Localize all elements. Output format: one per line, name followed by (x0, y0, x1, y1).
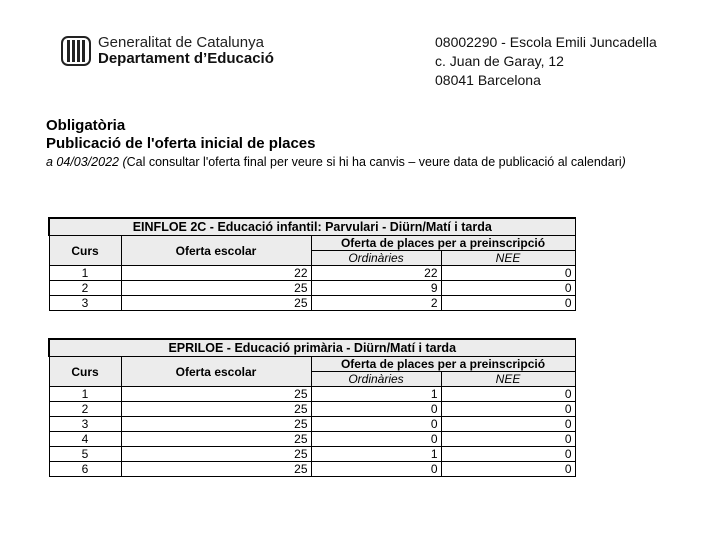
cell-curs: 6 (49, 462, 121, 477)
heading-level: Obligatòria (46, 117, 126, 134)
school-code-name: 08002290 - Escola Emili Juncadella (435, 34, 657, 50)
offer-table-infantil (48, 217, 576, 311)
cell-oferta: 25 (121, 296, 311, 311)
cell-curs: 2 (49, 281, 121, 296)
cell-curs: 1 (49, 266, 121, 281)
generalitat-logo-icon (61, 36, 91, 66)
col-header-curs: Curs (49, 357, 121, 387)
cell-curs: 5 (49, 447, 121, 462)
table-row (49, 402, 575, 417)
cell-ordinaries: 0 (311, 432, 441, 447)
cell-ordinaries: 22 (311, 266, 441, 281)
cell-curs: 1 (49, 387, 121, 402)
school-address (435, 33, 657, 90)
page-heading (46, 117, 316, 153)
cell-oferta: 25 (121, 281, 311, 296)
col-header-nee: NEE (441, 251, 575, 266)
cell-nee: 0 (441, 417, 575, 432)
org-line-1: Generalitat de Catalunya (98, 34, 264, 51)
col-header-curs: Curs (49, 236, 121, 266)
table-title: EINFLOE 2C - Educació infantil: Parvulari - Diürn/Matí i tarda (49, 218, 575, 236)
cell-ordinaries: 2 (311, 296, 441, 311)
heading-title: Publicació de l'oferta inicial de places (46, 135, 316, 152)
table-row (49, 281, 575, 296)
cell-oferta: 25 (121, 462, 311, 477)
cell-curs: 3 (49, 417, 121, 432)
cell-ordinaries: 1 (311, 387, 441, 402)
col-header-ordinaries: Ordinàries (311, 372, 441, 387)
cell-ordinaries: 9 (311, 281, 441, 296)
organization-name (98, 35, 274, 67)
col-header-oferta: Oferta escolar (121, 236, 311, 266)
cell-nee: 0 (441, 387, 575, 402)
cell-oferta: 25 (121, 417, 311, 432)
cell-curs: 2 (49, 402, 121, 417)
table-row (49, 417, 575, 432)
cell-nee: 0 (441, 281, 575, 296)
cell-oferta: 25 (121, 447, 311, 462)
cell-curs: 3 (49, 296, 121, 311)
cell-curs: 4 (49, 432, 121, 447)
table-row (49, 462, 575, 477)
cell-oferta: 25 (121, 387, 311, 402)
table-row (49, 387, 575, 402)
col-header-nee: NEE (441, 372, 575, 387)
cell-nee: 0 (441, 447, 575, 462)
col-header-ordinaries: Ordinàries (311, 251, 441, 266)
offer-table-primaria (48, 338, 576, 477)
col-header-oferta: Oferta escolar (121, 357, 311, 387)
cell-nee: 0 (441, 462, 575, 477)
cell-ordinaries: 1 (311, 447, 441, 462)
publication-note (46, 155, 626, 169)
col-header-preinscripcio: Oferta de places per a preinscripció (311, 357, 575, 372)
table-row (49, 432, 575, 447)
cell-nee: 0 (441, 296, 575, 311)
note-close: ) (621, 155, 626, 169)
table-row (49, 447, 575, 462)
cell-oferta: 22 (121, 266, 311, 281)
cell-nee: 0 (441, 402, 575, 417)
publication-date: a 04/03/2022 ( (46, 155, 127, 169)
org-line-2: Departament d’Educació (98, 50, 274, 67)
table-row (49, 296, 575, 311)
school-street: c. Juan de Garay, 12 (435, 53, 564, 69)
note-text: Cal consultar l'oferta final per veure si hi ha canvis – veure data de publicació al calendari (126, 155, 622, 169)
cell-ordinaries: 0 (311, 462, 441, 477)
table-row (49, 266, 575, 281)
cell-nee: 0 (441, 432, 575, 447)
cell-oferta: 25 (121, 432, 311, 447)
table-title: EPRILOE - Educació primària - Diürn/Matí i tarda (49, 339, 575, 357)
school-city: 08041 Barcelona (435, 72, 541, 88)
col-header-preinscripcio: Oferta de places per a preinscripció (311, 236, 575, 251)
cell-oferta: 25 (121, 402, 311, 417)
cell-ordinaries: 0 (311, 417, 441, 432)
cell-nee: 0 (441, 266, 575, 281)
cell-ordinaries: 0 (311, 402, 441, 417)
